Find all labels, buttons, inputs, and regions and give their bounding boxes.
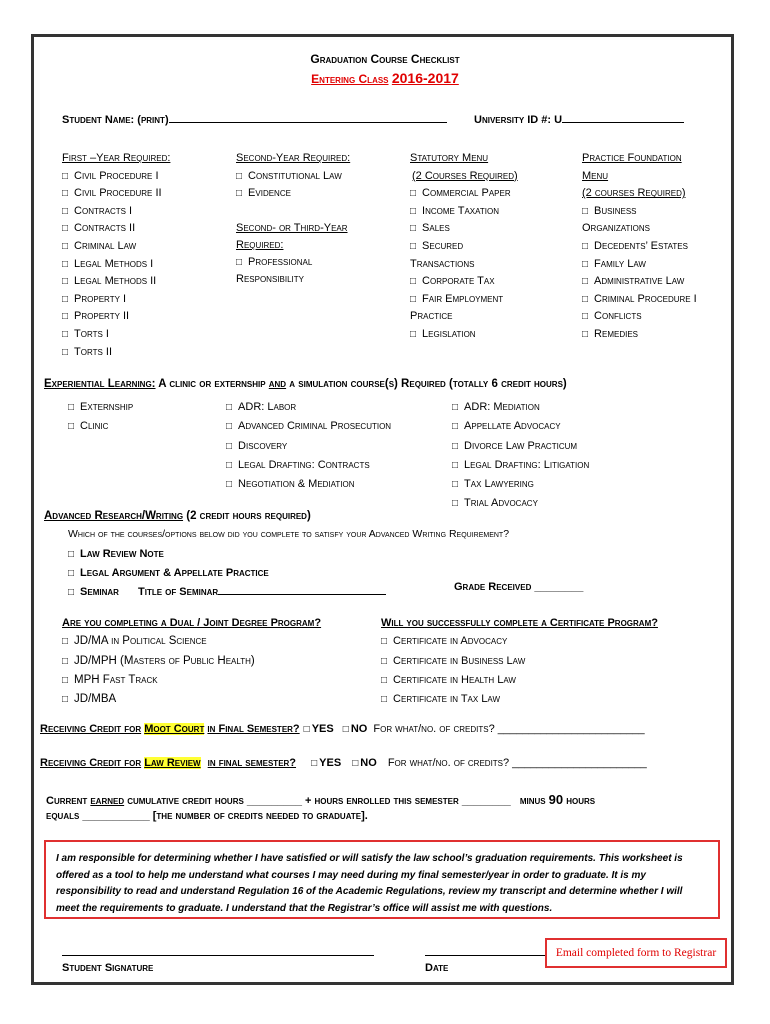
credits-equals-text: equals ___________ [the number of credits needed to graduate] <box>46 810 365 822</box>
advanced-writing-title: Advanced Research/Writing <box>44 510 184 522</box>
experiential-checkbox[interactable]: □ Trial Advocacy <box>452 494 589 513</box>
course-checkbox[interactable]: □ Fair Employment <box>410 291 518 309</box>
moot-no-label: NO <box>350 723 368 735</box>
dual-degree-section <box>62 614 321 709</box>
course-checkbox[interactable]: □ Constitutional Law <box>236 168 366 186</box>
course-checkbox[interactable]: □ Legal Methods II <box>62 273 170 291</box>
email-note: Email completed form to Registrar <box>545 938 727 968</box>
experiential-text-3: credit hours) <box>501 378 567 390</box>
experiential-text: A clinic or externship <box>158 378 266 390</box>
course-label-continued: Practice <box>410 310 453 323</box>
date-label: Date <box>425 962 449 974</box>
experiential-checkbox[interactable]: □ Legal Drafting: Litigation <box>452 456 589 475</box>
credits-hours-text: cumulative credit hours _________ + hours enrolled this semester ________ <box>127 795 511 807</box>
course-checkbox[interactable]: □ Sales <box>410 220 518 238</box>
statutory-subheading: (2 Courses Required) <box>412 169 518 182</box>
course-checkbox[interactable]: □ Evidence <box>236 185 366 203</box>
course-checkbox[interactable]: □ Family Law <box>582 256 697 274</box>
dual-degree-checkbox[interactable]: □ MPH Fast Track <box>62 671 321 690</box>
course-checkbox[interactable]: □ Civil Procedure II <box>62 185 170 203</box>
course-checkbox[interactable]: □ Property II <box>62 308 170 326</box>
course-checkbox[interactable]: □ Criminal Law <box>62 238 170 256</box>
subtitle-years: 2016-2017 <box>391 70 459 86</box>
experiential-checkbox[interactable]: □ Clinic <box>68 417 133 436</box>
credits-minus: minus <box>519 795 546 807</box>
course-checkbox[interactable]: □ Criminal Procedure I <box>582 291 697 309</box>
statutory-heading: Statutory Menu <box>410 152 489 164</box>
grade-received-label: Grade Received ________ <box>454 581 584 593</box>
experiential-text-2: a simulation course(s) Required (totally <box>289 378 489 390</box>
course-checkbox[interactable]: □ Secured <box>410 238 518 256</box>
notice-text: I am responsible for determining whether I have satisfied or will satisfy the law school’s graduation requirements. This worksheet is offered as a tool to help me understand what courses I may need during my final semester/year in order to graduate. It is my responsibility to read and understand Regulation 16 of the Academic Regulations, review my transcript and determine whether I will meet the requirements to graduate. I understand that the Registrar’s office will assist me with questions. <box>56 853 683 914</box>
course-label-continued: Transactions <box>410 257 475 270</box>
credits-line-2 <box>46 810 368 822</box>
form-title: Graduation Course Checklist <box>310 52 460 66</box>
course-checkbox[interactable]: □ Conflicts <box>582 308 697 326</box>
course-checkbox[interactable]: □ Income Taxation <box>410 203 518 221</box>
course-label-continued: Responsibility <box>236 273 304 286</box>
experiential-checkbox[interactable]: □ Legal Drafting: Contracts <box>226 456 391 475</box>
experiential-checkbox[interactable]: □ Advanced Criminal Prosecution <box>226 417 391 436</box>
second-third-year-heading: Second- or Third-Year Required: <box>236 221 348 251</box>
course-checkbox[interactable]: □ Legislation <box>410 326 518 344</box>
experiential-checkbox[interactable]: □ Tax Lawyering <box>452 475 589 494</box>
moot-yes-label: YES <box>311 723 334 735</box>
course-checkbox[interactable]: □ Legal Methods I <box>62 256 170 274</box>
date-line[interactable] <box>425 955 547 956</box>
law-review-row <box>40 757 647 769</box>
course-checkbox[interactable]: □ Commercial Paper <box>410 185 518 203</box>
form-subtitle <box>0 70 770 86</box>
dual-degree-checkbox[interactable]: □ JD/MPH (Masters of Public Health) <box>62 652 321 671</box>
advanced-writing-question: Which of the courses/options below did you complete to satisfy your Advanced Writing Requirement? <box>68 528 510 540</box>
moot-court-suffix: in Final Semester? <box>207 723 300 735</box>
experiential-checkbox[interactable]: □ Divorce Law Practicum <box>452 437 589 456</box>
writing-option-checkbox[interactable]: □ Legal Argument & Appellate Practice <box>68 564 386 583</box>
moot-court-row <box>40 723 645 735</box>
advanced-writing-suffix: (2 credit hours required) <box>186 510 311 522</box>
course-checkbox[interactable]: □ Corporate Tax <box>410 273 518 291</box>
law-review-prefix: Receiving Credit for <box>40 757 142 769</box>
course-checkbox[interactable]: □ Business <box>582 203 697 221</box>
course-checkbox[interactable]: □ Decedents’ Estates <box>582 238 697 256</box>
course-checkbox[interactable]: □ Torts I <box>62 326 170 344</box>
second-year-column <box>236 150 366 289</box>
seminar-title-field[interactable] <box>218 594 386 595</box>
course-checkbox[interactable]: □ Administrative Law <box>582 273 697 291</box>
experiential-col-3 <box>452 398 589 514</box>
course-checkbox[interactable]: □ Contracts I <box>62 203 170 221</box>
law-review-highlight: Law Review <box>144 757 201 769</box>
credits-hours: hours <box>566 795 596 807</box>
experiential-checkbox[interactable]: □ Appellate Advocacy <box>452 417 589 436</box>
student-name-row <box>62 114 447 126</box>
law-review-yes-label: YES <box>319 757 342 769</box>
experiential-col-1 <box>68 398 133 437</box>
student-name-label: Student Name: (print) <box>62 114 169 126</box>
seminar-row <box>68 583 386 602</box>
dual-degree-checkbox[interactable]: □ JD/MBA <box>62 690 321 709</box>
second-year-heading: Second-Year Required: <box>236 152 351 164</box>
first-year-column <box>62 150 170 361</box>
experiential-col-2 <box>226 398 391 494</box>
practice-heading: Practice Foundation <box>582 152 682 164</box>
practice-foundation-column <box>582 150 697 344</box>
certificate-checkbox[interactable]: □ Certificate in Health Law <box>381 671 658 690</box>
credits-period: . <box>364 810 368 822</box>
moot-credits-field[interactable]: For what/no. of credits? ________________________ <box>373 723 645 735</box>
experiential-title: Experiential Learning: <box>44 378 156 390</box>
moot-court-highlight: Moot Court <box>144 723 205 735</box>
certificate-checkbox[interactable]: □ Certificate in Advocacy <box>381 632 658 651</box>
course-label-continued: Organizations <box>582 222 650 235</box>
credits-current: Current <box>46 795 88 807</box>
experiential-and: and <box>268 378 287 390</box>
university-id-row <box>474 114 684 126</box>
experiential-hours: 6 <box>491 378 498 390</box>
certificate-checkbox[interactable]: □ Certificate in Business Law <box>381 652 658 671</box>
experiential-heading <box>44 378 567 390</box>
experiential-checkbox[interactable]: □ ADR: Mediation <box>452 398 589 417</box>
course-checkbox[interactable]: □ Property I <box>62 291 170 309</box>
responsibility-notice <box>44 840 720 919</box>
credits-line-1 <box>46 792 595 807</box>
course-checkbox[interactable]: □ Torts II <box>62 344 170 362</box>
writing-option-checkbox[interactable]: □ Law Review Note <box>68 545 386 564</box>
statutory-menu-column <box>410 150 518 344</box>
seminar-title-label: Title of Seminar <box>138 586 219 598</box>
credits-earned: earned <box>90 795 125 807</box>
student-name-field[interactable] <box>169 122 447 123</box>
advanced-writing-heading <box>44 510 311 522</box>
certificate-checkbox[interactable]: □ Certificate in Tax Law <box>381 690 658 709</box>
law-review-suffix: in final semester? <box>207 757 297 769</box>
law-review-credits-field[interactable]: For what/no. of credits? ______________________ <box>387 757 647 769</box>
certificate-heading: Will you successfully complete a Certificate Program? <box>381 617 658 629</box>
certificate-section <box>381 614 658 709</box>
law-review-no-label: NO <box>360 757 377 769</box>
student-signature-label: Student Signature <box>62 962 154 974</box>
experiential-checkbox[interactable]: □ Negotiation & Mediation <box>226 475 391 494</box>
writing-option-checkbox[interactable]: □ Seminar <box>68 586 119 598</box>
university-id-label: University ID #: U <box>474 114 563 126</box>
course-checkbox[interactable]: □ Civil Procedure I <box>62 168 170 186</box>
student-signature-line[interactable] <box>62 955 374 956</box>
advanced-writing-options <box>68 545 386 602</box>
practice-subheading: (2 courses Required) <box>582 187 686 200</box>
dual-degree-checkbox[interactable]: □ JD/MA in Political Science <box>62 632 321 651</box>
experiential-checkbox[interactable]: □ Externship <box>68 398 133 417</box>
credits-ninety: 90 <box>548 792 564 807</box>
subtitle-prefix: Entering Class <box>311 72 389 86</box>
experiential-checkbox[interactable]: □ ADR: Labor <box>226 398 391 417</box>
dual-degree-heading: Are you completing a Dual / Joint Degree Program? <box>62 617 322 629</box>
first-year-heading: First –Year Required: <box>62 152 171 164</box>
moot-court-prefix: Receiving Credit for <box>40 723 142 735</box>
practice-heading-2: Menu <box>582 169 609 182</box>
experiential-checkbox[interactable]: □ Discovery <box>226 437 391 456</box>
course-checkbox[interactable]: □ Professional <box>236 254 366 272</box>
university-id-field[interactable] <box>562 122 684 123</box>
course-checkbox[interactable]: □ Remedies <box>582 326 697 344</box>
course-checkbox[interactable]: □ Contracts II <box>62 220 170 238</box>
